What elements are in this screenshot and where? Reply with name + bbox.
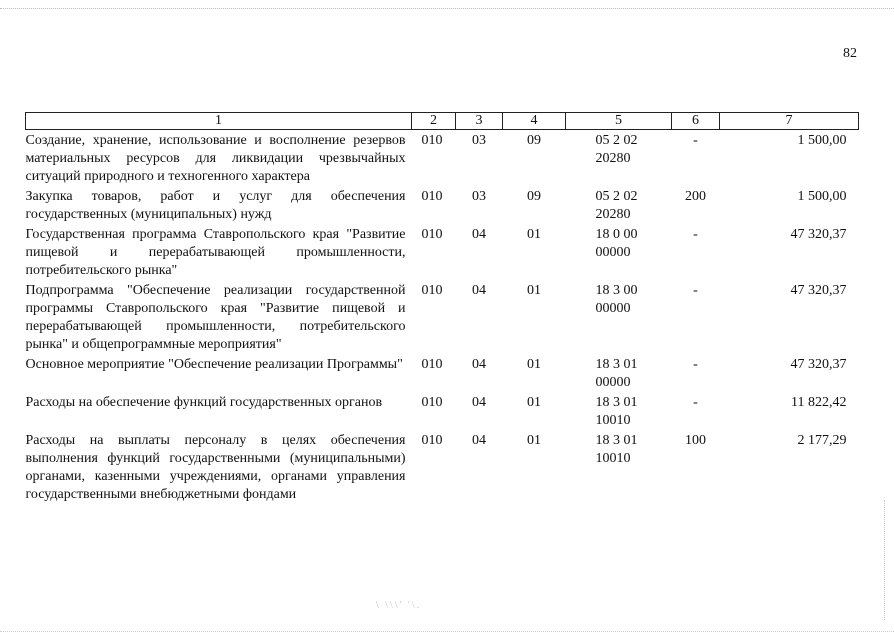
row-ministry-code: 010 (421, 189, 443, 204)
row-section-code: 04 (472, 227, 486, 242)
row-subsection-code: 01 (527, 227, 541, 242)
row-section-code: 03 (472, 189, 486, 204)
header-col-4: 4 (503, 113, 566, 130)
row-target-code: 18 3 01 10010 (595, 433, 638, 466)
row-amount: 1 500,00 (797, 189, 847, 204)
row-name: Государственная программа Ставропольского края "Развитие пищевой и перерабатывающей промышленности, потребительского рынка" (25, 227, 406, 278)
row-ministry-code: 010 (421, 357, 443, 372)
row-subsection-code: 09 (527, 133, 541, 148)
row-expense-type: - (693, 133, 698, 148)
header-col-6: 6 (672, 113, 720, 130)
row-name: Создание, хранение, использование и восполнение резервов материальных ресурсов для ликвидации чрезвычайных ситуаций природного и техногенного характера (25, 133, 406, 184)
header-col-5: 5 (566, 113, 672, 130)
header-col-3: 3 (456, 113, 503, 130)
row-target-code: 18 3 01 00000 (595, 357, 638, 390)
row-expense-type: 100 (685, 433, 706, 448)
scan-border-right (884, 500, 885, 620)
table-row (26, 224, 859, 280)
row-amount: 47 320,37 (790, 227, 847, 242)
row-subsection-code: 01 (527, 357, 541, 372)
row-expense-type: - (693, 227, 698, 242)
table-header (26, 113, 859, 130)
header-col-2: 2 (412, 113, 456, 130)
row-expense-type: - (693, 283, 698, 298)
table-row (26, 130, 859, 187)
row-target-code: 18 0 00 00000 (595, 227, 638, 260)
row-amount: 1 500,00 (797, 133, 847, 148)
table-row (26, 430, 859, 504)
row-target-code: 18 3 00 00000 (595, 283, 638, 316)
table-row (26, 354, 859, 392)
row-subsection-code: 01 (527, 433, 541, 448)
table-body (26, 130, 859, 505)
row-target-code: 05 2 02 20280 (595, 189, 638, 222)
row-subsection-code: 09 (527, 189, 541, 204)
row-expense-type: 200 (685, 189, 706, 204)
table-row (26, 280, 859, 354)
row-amount: 2 177,29 (797, 433, 847, 448)
row-amount: 11 822,42 (791, 395, 847, 410)
row-name: Основное мероприятие "Обеспечение реализации Программы" (25, 357, 403, 372)
row-amount: 47 320,37 (790, 283, 847, 298)
table-row (26, 392, 859, 430)
row-section-code: 04 (472, 395, 486, 410)
row-expense-type: - (693, 395, 698, 410)
row-ministry-code: 010 (421, 283, 443, 298)
row-amount: 47 320,37 (790, 357, 847, 372)
row-name: Расходы на выплаты персоналу в целях обеспечения выполнения функций государственными (муниципальными) органами, казенными учреждениями, органами управления государственными внебюджетными фондами (25, 433, 406, 502)
row-ministry-code: 010 (421, 227, 443, 242)
row-subsection-code: 01 (527, 395, 541, 410)
row-section-code: 04 (472, 283, 486, 298)
row-name: Расходы на обеспечение функций государственных органов (25, 395, 383, 410)
row-name: Подпрограмма "Обеспечение реализации государственной программы Ставропольского края "Развитие пищевой и перерабатывающей промышленности, потребительского рынка" и общепрограммные мероприятия" (25, 283, 406, 352)
budget-table (25, 112, 859, 504)
row-section-code: 03 (472, 133, 486, 148)
row-target-code: 05 2 02 20280 (595, 133, 638, 166)
row-ministry-code: 010 (421, 133, 443, 148)
row-ministry-code: 010 (421, 433, 443, 448)
header-col-7: 7 (720, 113, 859, 130)
row-subsection-code: 01 (527, 283, 541, 298)
row-ministry-code: 010 (421, 395, 443, 410)
row-section-code: 04 (472, 433, 486, 448)
table-row (26, 186, 859, 224)
row-expense-type: - (693, 357, 698, 372)
row-target-code: 18 3 01 10010 (595, 395, 638, 428)
row-name: Закупка товаров, работ и услуг для обеспечения государственных (муниципальных) нужд (25, 189, 406, 222)
scan-border-bottom (0, 631, 894, 632)
page-number: 82 (843, 46, 857, 61)
header-row (26, 113, 859, 130)
scan-border-top (0, 8, 894, 9)
header-col-1: 1 (26, 113, 412, 130)
scan-artifact: \ \\\' '\. (376, 600, 421, 611)
row-section-code: 04 (472, 357, 486, 372)
